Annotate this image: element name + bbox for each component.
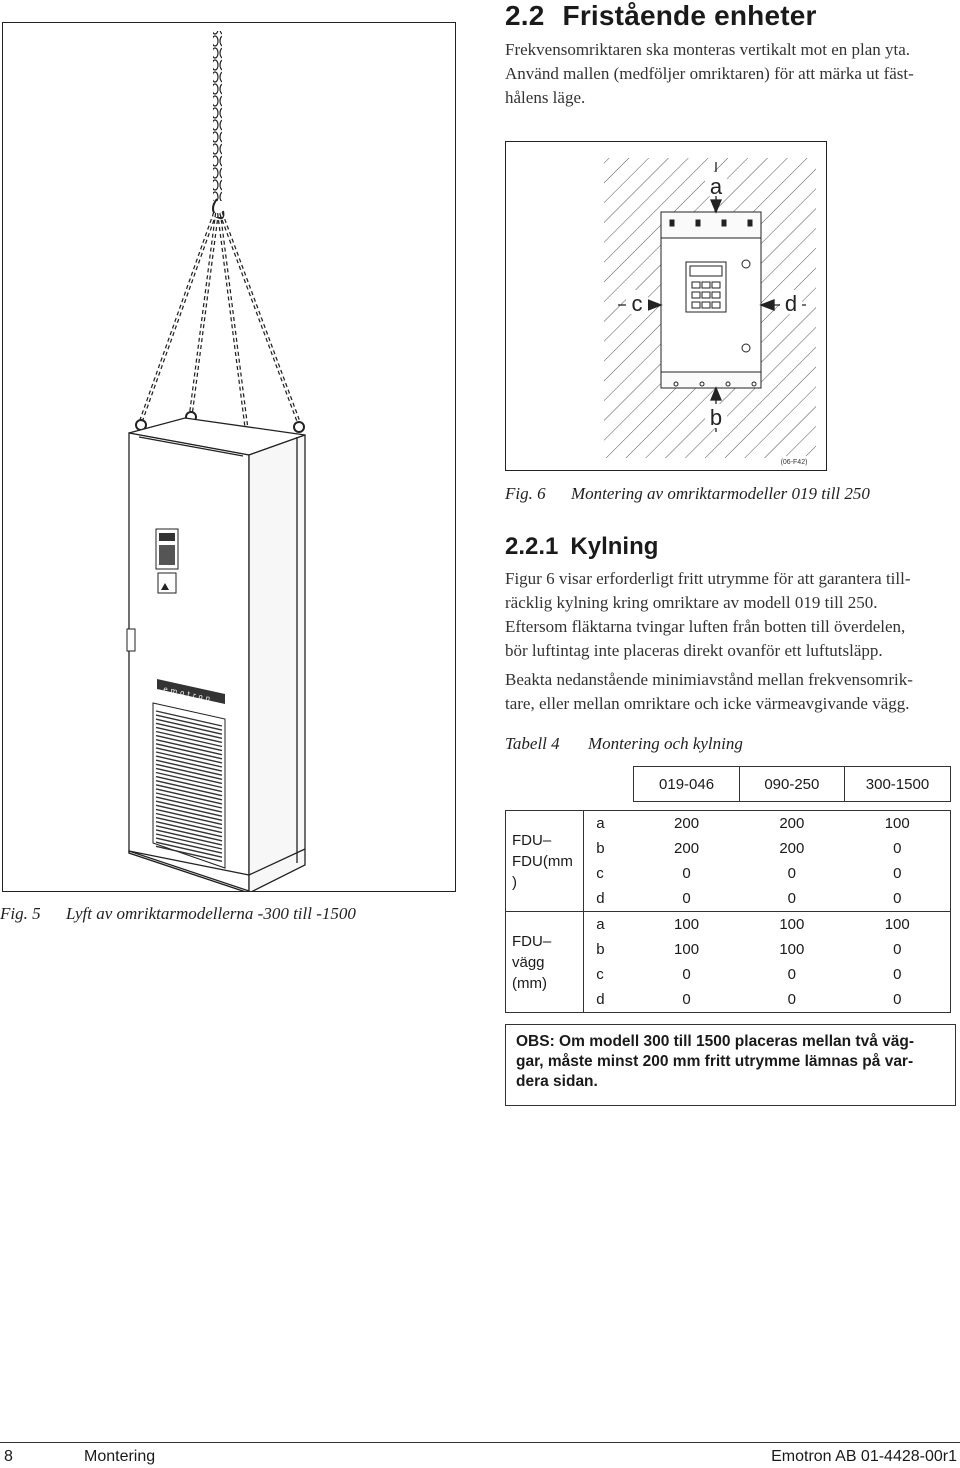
table-cell: 100 xyxy=(779,941,805,958)
chains-diagonal xyxy=(136,213,304,456)
table-cell: 0 xyxy=(844,987,950,1013)
table-cell: 100 xyxy=(739,912,844,938)
dimension-label: b xyxy=(584,937,634,962)
column-header: 090-250 xyxy=(739,767,844,802)
dimension-label: b xyxy=(584,836,634,861)
note-line: gar, måste minst 200 mm fritt utrymme lämnas på var- xyxy=(516,1053,914,1070)
section-number: 2.2 xyxy=(505,0,545,31)
fig5-caption xyxy=(0,904,356,924)
dimension-label: d xyxy=(584,987,634,1013)
table-cell: 0 xyxy=(787,890,797,907)
fig5-caption-text: Lyft av omriktarmodellerna -300 till -1500 xyxy=(66,904,356,923)
fig6-caption xyxy=(505,484,870,504)
table-caption xyxy=(505,734,743,754)
group-label: FDU– FDU(mm ) xyxy=(506,811,584,912)
footer-chapter: Montering xyxy=(84,1448,156,1465)
table-cell: 0 xyxy=(682,890,691,907)
table-caption-num: Tabell 4 xyxy=(505,734,560,753)
figure-5-frame xyxy=(2,22,456,892)
intro-line: hålens läge. xyxy=(505,88,586,107)
note-line: OBS: Om modell 300 till 1500 placeras mellan två väg- xyxy=(516,1033,915,1050)
table-cell: 200 xyxy=(634,811,739,837)
footer-rule xyxy=(0,1442,960,1443)
paragraph-line: tare, eller mellan omriktare och icke värmeavgivande vägg. xyxy=(505,694,910,713)
cooling-paragraph-1 xyxy=(505,567,957,663)
column-header: 019-046 xyxy=(634,767,739,802)
ventilation-louvre xyxy=(153,703,225,868)
brand-logo-text: emotron xyxy=(162,685,214,704)
dimension-label: a xyxy=(584,912,634,938)
fig5-caption-num: Fig. 5 xyxy=(0,904,41,923)
dimension-label: a xyxy=(584,811,634,837)
table-cell: 200 xyxy=(739,811,844,837)
table-cell: 0 xyxy=(844,962,950,987)
table-cell: 0 xyxy=(787,865,797,882)
table-cell: 200 xyxy=(674,840,700,857)
table-row xyxy=(506,912,951,938)
table-cell: 100 xyxy=(844,912,950,938)
intro-line: Frekvensomriktaren ska monteras vertikalt mot en plan yta. xyxy=(505,40,911,59)
table-cell: 0 xyxy=(844,937,950,962)
label-a: a xyxy=(709,174,723,199)
table-row xyxy=(506,811,951,837)
drive-unit xyxy=(661,212,761,388)
section-title: Fristående enheter xyxy=(562,0,817,31)
table-cell: 0 xyxy=(844,861,950,886)
fig6-caption-text: Montering av omriktarmodeller 019 till 250 xyxy=(571,484,870,503)
dimension-label: c xyxy=(584,861,634,886)
column-header: 300-1500 xyxy=(844,767,950,802)
table-cell: 0 xyxy=(787,966,797,983)
subsection-heading xyxy=(505,533,658,561)
table-cell: 200 xyxy=(779,840,805,857)
dimension-label: c xyxy=(584,962,634,987)
cooling-paragraph-2 xyxy=(505,668,957,716)
figure-6-frame xyxy=(505,141,827,471)
mounting-clearance-diagram xyxy=(506,142,826,470)
subsection-title: Kylning xyxy=(570,533,659,560)
table-caption-text: Montering och kylning xyxy=(588,734,743,753)
intro-line: Använd mallen (medföljer omriktaren) för att märka ut fäst- xyxy=(505,64,914,83)
footer-document-id: Emotron AB 01-4428-00r1 xyxy=(771,1448,957,1465)
dimension-label: d xyxy=(584,886,634,912)
section-heading xyxy=(505,0,817,32)
subsection-number: 2.2.1 xyxy=(505,533,559,560)
table-cell: 0 xyxy=(844,836,950,861)
table-header-row xyxy=(506,767,951,802)
table-cell: 0 xyxy=(844,886,950,912)
paragraph-line: Eftersom fläktarna tvingar luften från botten till överdelen, xyxy=(505,617,906,636)
paragraph-line: Figur 6 visar erforderligt fritt utrymme för att garantera till- xyxy=(505,569,911,588)
mounting-cooling-table xyxy=(505,766,951,1013)
table-cell: 100 xyxy=(634,912,739,938)
chain-top xyxy=(213,31,223,218)
table-cell: 0 xyxy=(634,987,739,1013)
table-cell: 100 xyxy=(674,941,700,958)
label-b: b xyxy=(709,405,723,430)
note-line: dera sidan. xyxy=(516,1073,598,1090)
paragraph-line: bör luftintag inte placeras direkt ovanför ett luftutsläpp. xyxy=(505,641,883,660)
table-cell: 100 xyxy=(844,811,950,837)
section-intro xyxy=(505,38,957,110)
figure-code: (06-F42) xyxy=(780,459,808,466)
table-cell: 0 xyxy=(682,865,691,882)
footer-page-number: 8 xyxy=(4,1448,13,1465)
note-box xyxy=(505,1024,956,1106)
fig6-caption-num: Fig. 6 xyxy=(505,484,546,503)
paragraph-line: Beakta nedanstående minimiavstånd mellan frekvensomrik- xyxy=(505,670,913,689)
table-cell: 0 xyxy=(682,966,691,983)
label-c: c xyxy=(631,291,643,316)
group-label: FDU– vägg (mm) xyxy=(506,912,584,1013)
cabinet-lifting-illustration xyxy=(3,23,455,891)
label-d: d xyxy=(784,291,798,316)
paragraph-line: räcklig kylning kring omriktare av modell 019 till 250. xyxy=(505,593,878,612)
table-cell: 0 xyxy=(739,987,844,1013)
